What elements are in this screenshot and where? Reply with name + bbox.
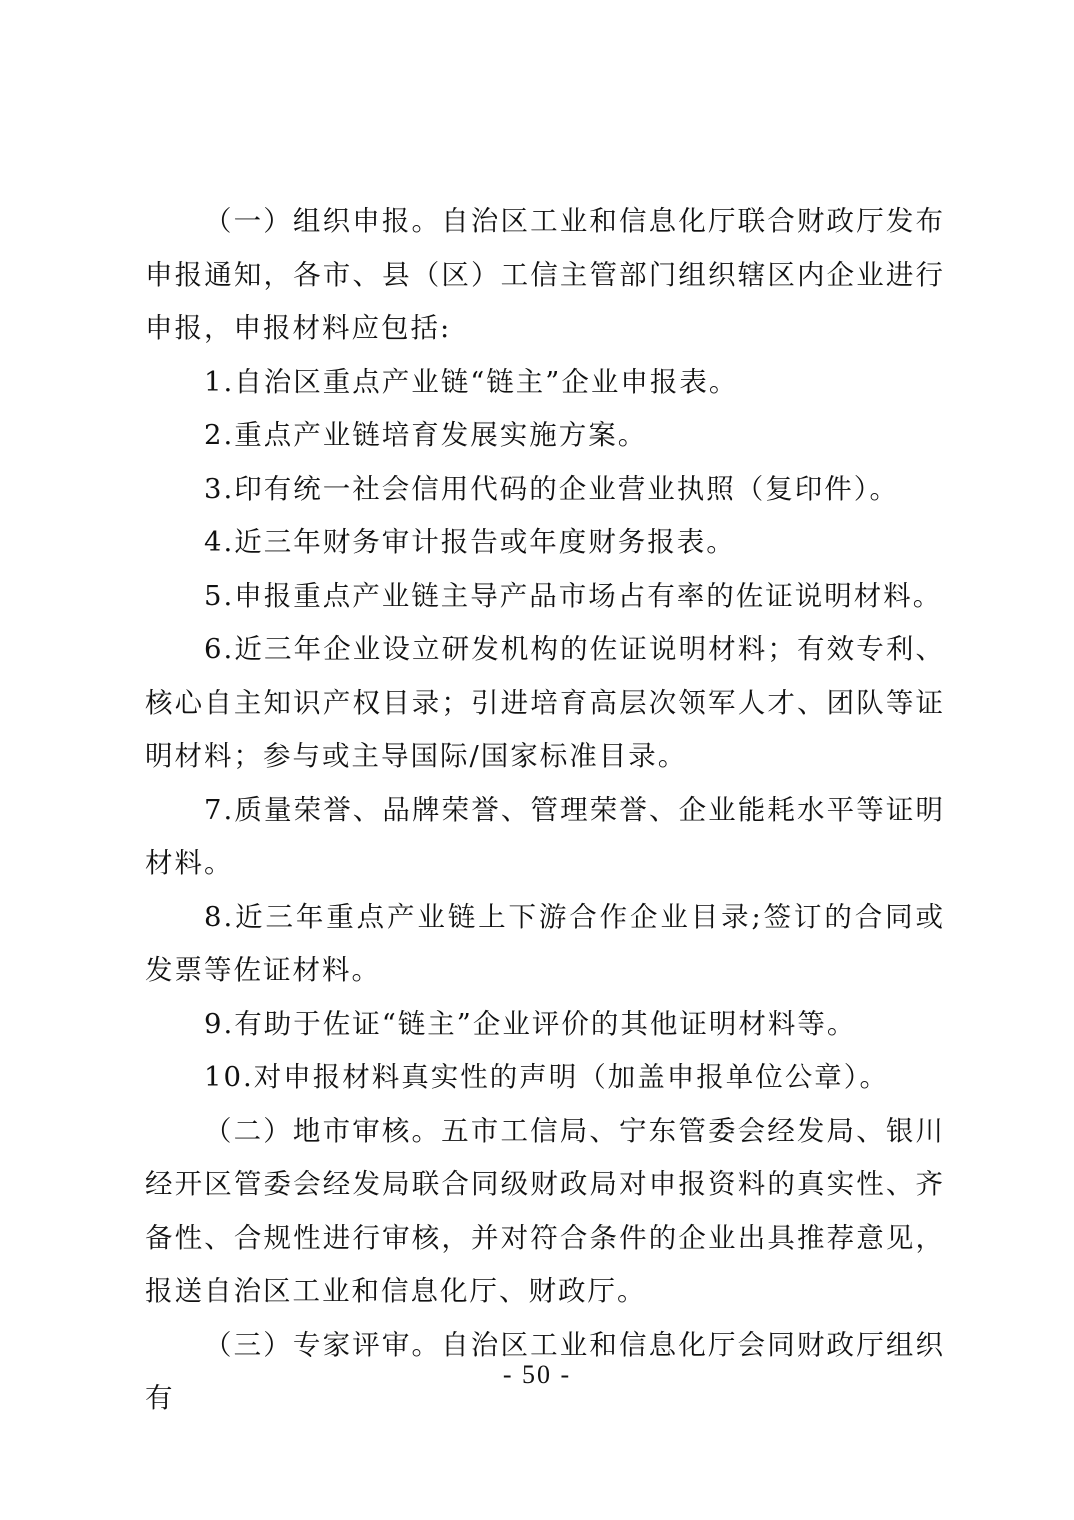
list-item-6: 6.近三年企业设立研发机构的佐证说明材料；有效专利、核心自主知识产权目录；引进培育高层次领军人才、团队等证明材料；参与或主导国际/国家标准目录。 xyxy=(145,633,945,772)
list-item-10: 10.对申报材料真实性的声明（加盖申报单位公章）。 xyxy=(204,1061,889,1093)
page-number: - 50 - xyxy=(502,1360,572,1389)
body-text xyxy=(145,195,945,1426)
list-item-5: 5.申报重点产业链主导产品市场占有率的佐证说明材料。 xyxy=(204,579,943,612)
list-item-2: 2.重点产业链培育发展实施方案。 xyxy=(204,419,648,451)
paragraph-organize-application: （一）组织申报。自治区工业和信息化厅联合财政厅发布申报通知，各市、县（区）工信主管部门组织辖区内企业进行申报，申报材料应包括: xyxy=(145,205,945,344)
paragraph-expert-review: （三）专家评审。自治区工业和信息化厅会同财政厅组织有 xyxy=(145,1328,945,1414)
paragraph-city-review: （二）地市审核。五市工信局、宁东管委会经发局、银川经开区管委会经发局联合同级财政局对申报资料的真实性、齐备性、合规性进行审核，并对符合条件的企业出具推荐意见，报送自治区工业和信息化厅、财政厅。 xyxy=(145,1114,945,1307)
list-item-9: 9.有助于佐证“链主”企业评价的其他证明材料等。 xyxy=(204,1007,857,1040)
list-item-4: 4.近三年财务审计报告或年度财务报表。 xyxy=(204,526,736,558)
list-item-1: 1.自治区重点产业链“链主”企业申报表。 xyxy=(204,365,739,398)
list-item-8: 8.近三年重点产业链上下游合作企业目录;签订的合同或发票等佐证材料。 xyxy=(145,900,945,986)
list-item-3: 3.印有统一社会信用代码的企业营业执照（复印件）。 xyxy=(204,472,899,505)
list-item-7: 7.质量荣誉、品牌荣誉、管理荣誉、企业能耗水平等证明材料。 xyxy=(145,793,945,879)
